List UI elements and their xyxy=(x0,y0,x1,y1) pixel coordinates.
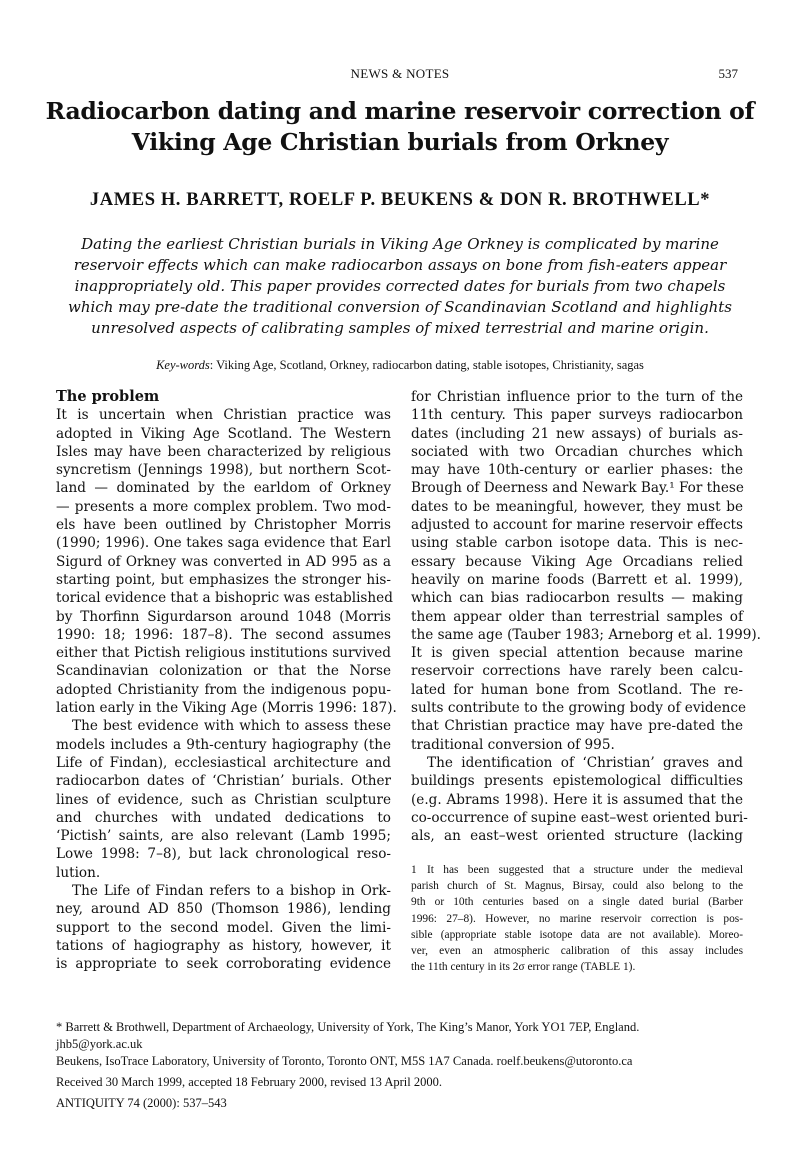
body-line: using stable carbon isotope data. This is nec- xyxy=(411,535,743,552)
body-line: als, an east–west oriented structure (lacking xyxy=(411,828,743,845)
body-line: heavily on marine foods (Barrett et al. 1999), xyxy=(411,571,743,588)
body-line: lation early in the Viking Age (Morris 1996: 187). xyxy=(56,700,397,717)
title-line-2: Viking Age Christian burials from Orkney xyxy=(131,128,669,156)
body-line: which can bias radiocarbon results — making xyxy=(411,590,743,607)
footnote-line: ver, even an atmospheric calibration of this assay includes xyxy=(411,944,743,957)
body-line: — presents a more complex problem. Two mod- xyxy=(56,498,391,515)
body-line: reservoir corrections have rarely been calcu- xyxy=(411,663,743,680)
body-line: lines of evidence, such as Christian sculpture xyxy=(56,791,391,808)
body-line: adopted in Viking Age Scotland. The Western xyxy=(56,425,391,442)
email-link[interactable]: jhb5@york.ac.uk xyxy=(56,1037,143,1051)
footnote-number: 1 xyxy=(411,864,417,876)
left-column xyxy=(56,388,397,974)
abstract-line: unresolved aspects of calibrating samples of mixed terrestrial and marine origin. xyxy=(91,319,709,337)
body-line: lution. xyxy=(56,864,101,881)
body-line: sociated with two Orcadian churches which xyxy=(411,443,743,460)
footnote-line: 9th or 10th centuries based on a single dated burial (Barber xyxy=(411,896,743,909)
page-number: 537 xyxy=(718,66,738,81)
affiliation-line: * Barrett & Brothwell, Department of Archaeology, University of York, The King’s Manor, York YO1 7EP, England. xyxy=(56,1020,640,1034)
body-line: els have been outlined by Christopher Morris xyxy=(56,517,391,534)
body-line: Sigurd of Orkney was converted in AD 995 as a xyxy=(56,553,391,570)
body-line: Scandinavian colonization or that the Norse xyxy=(56,663,391,680)
body-line: dates (including 21 new assays) of burials as- xyxy=(411,425,743,442)
body-line: torical evidence that a bishopric was established xyxy=(56,590,393,607)
body-line: is appropriate to seek corroborating evidence xyxy=(56,956,391,973)
body-line: radiocarbon dates of ‘Christian’ burials. Other xyxy=(56,773,391,790)
body-line: ney, around AD 850 (Thomson 1986), lending xyxy=(56,901,391,918)
running-head xyxy=(0,66,800,84)
affiliations xyxy=(56,1019,746,1112)
body-line: models includes a 9th-century hagiography (the xyxy=(56,736,391,753)
body-line: The best evidence with which to assess these xyxy=(72,718,391,735)
abstract-line: which may pre-date the traditional conversion of Scandinavian Scotland and highlights xyxy=(68,298,732,316)
body-line: by Thorfinn Sigurdarson around 1048 (Morris xyxy=(56,608,391,625)
body-line: either that Pictish religious institutions survived xyxy=(56,645,391,662)
body-line: lated for human bone from Scotland. The re- xyxy=(411,681,743,698)
body-line: starting point, but emphasizes the stronger his- xyxy=(56,571,391,588)
affiliation-line: Beukens, IsoTrace Laboratory, University of Toronto, Toronto ONT, M5S 1A7 Canada. roelf.beukens@utoronto.ca xyxy=(56,1054,633,1068)
body-line: It is given special attention because marine xyxy=(411,645,743,662)
body-line: essary because Viking Age Orcadians relied xyxy=(411,553,743,570)
keywords-text: : Viking Age, Scotland, Orkney, radiocarbon dating, stable isotopes, Christianity, sagas xyxy=(209,358,644,372)
body-line: traditional conversion of 995. xyxy=(411,736,615,753)
footnote-line: parish church of St. Magnus, Birsay, could also belong to the xyxy=(411,880,743,893)
body-line: 11th century. This paper surveys radiocarbon xyxy=(411,407,743,424)
right-column xyxy=(411,388,761,845)
body-line: It is uncertain when Christian practice was xyxy=(56,407,391,424)
footnote-line: 1996: 27–8). However, no marine reservoir correction is pos- xyxy=(411,912,743,925)
body-line: and churches with undated dedications to xyxy=(56,809,391,826)
body-line: The Life of Findan refers to a bishop in Ork- xyxy=(72,883,391,900)
received-dates: Received 30 March 1999, accepted 18 February 2000, revised 13 April 2000. xyxy=(56,1075,443,1089)
body-line: syncretism (Jennings 1998), but northern Scot- xyxy=(56,462,391,479)
footnote-line: the 11th century in its 2σ error range (TABLE 1). xyxy=(411,961,636,974)
abstract-line: Dating the earliest Christian burials in Viking Age Orkney is complicated by marine xyxy=(81,235,719,253)
body-line: may have 10th-century or earlier phases: the xyxy=(411,462,743,479)
body-line: Isles may have been characterized by religious xyxy=(56,443,391,460)
body-line: land — dominated by the earldom of Orkney xyxy=(56,480,391,497)
section-heading: The problem xyxy=(56,388,160,405)
abstract-line: reservoir effects which can make radiocarbon assays on bone from fish-eaters appear xyxy=(73,256,727,274)
journal-citation: ANTIQUITY 74 (2000): 537–543 xyxy=(56,1096,227,1110)
body-line: buildings presents epistemological difficulties xyxy=(411,773,743,790)
body-line: Life of Findan), ecclesiastical architecture and xyxy=(56,754,391,771)
article-title xyxy=(40,96,760,158)
body-line: The identification of ‘Christian’ graves and xyxy=(427,754,743,771)
keywords-label: Key-words xyxy=(156,358,210,372)
body-line: support to the second model. Given the limi- xyxy=(56,919,391,936)
body-line: that Christian practice may have pre-dated the xyxy=(411,718,743,735)
footnote xyxy=(411,862,743,975)
body-line: (e.g. Abrams 1998). Here it is assumed that the xyxy=(411,791,743,808)
abstract-line: inappropriately old. This paper provides corrected dates for burials from two chapels xyxy=(74,277,726,295)
title-line-1: Radiocarbon dating and marine reservoir correction of xyxy=(45,97,755,125)
body-line: dates to be meaningful, however, they must be xyxy=(411,498,743,515)
author-list: JAMES H. BARRETT, ROELF P. BEUKENS & DON R. BROTHWELL* xyxy=(89,190,711,210)
section-label: NEWS & NOTES xyxy=(350,66,450,81)
keywords xyxy=(0,358,800,373)
body-line: 1990: 18; 1996: 187–8). The second assumes xyxy=(56,626,391,643)
body-line: tations of hagiography as history, however, it xyxy=(56,937,391,954)
body-line: Brough of Deerness and Newark Bay.¹ For these xyxy=(411,480,744,497)
body-line: ‘Pictish’ saints, are also relevant (Lamb 1995; xyxy=(56,828,391,845)
body-line: adopted Christianity from the indigenous popu- xyxy=(56,681,391,698)
footnote-line: It has been suggested that a structure under the medieval xyxy=(427,864,743,876)
footnote-line: sible (appropriate stable isotope data are not available). Moreo- xyxy=(411,928,743,941)
body-line: them appear older than terrestrial samples of xyxy=(411,608,743,625)
body-line: (1990; 1996). One takes saga evidence that Earl xyxy=(56,535,391,552)
body-line: co-occurrence of supine east–west oriented buri- xyxy=(411,809,748,826)
body-line: the same age (Tauber 1983; Arneborg et al. 1999). xyxy=(411,626,761,643)
body-line: sults contribute to the growing body of evidence xyxy=(411,700,747,717)
body-line: Lowe 1998: 7–8), but lack chronological reso- xyxy=(56,846,391,863)
abstract xyxy=(50,234,750,339)
body-line: for Christian influence prior to the turn of the xyxy=(411,389,743,405)
body-line: adjusted to account for marine reservoir effects xyxy=(411,517,743,534)
